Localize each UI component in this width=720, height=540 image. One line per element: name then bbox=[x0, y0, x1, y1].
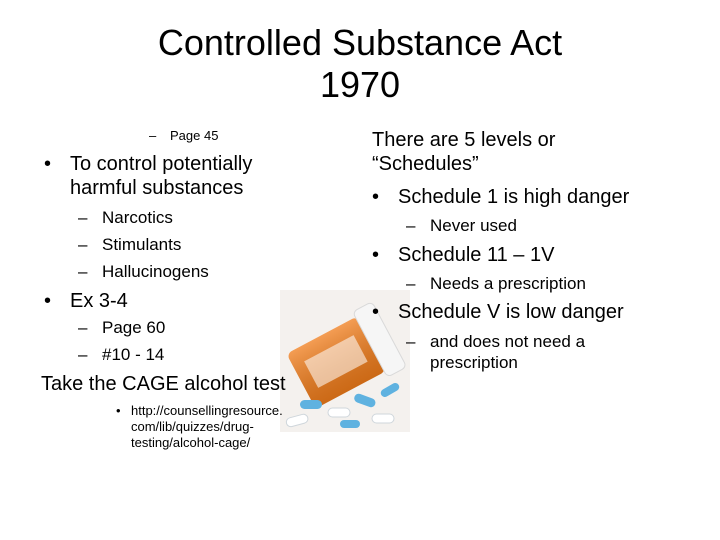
schedules-intro-line-1: There are 5 levels or bbox=[372, 129, 556, 151]
schedule-item-2-note: – Needs a prescription bbox=[406, 274, 586, 293]
schedule-item-3-note: – and does not need a prescription bbox=[406, 331, 686, 373]
schedule-item-3: • Schedule V is low danger bbox=[372, 301, 624, 323]
sub-item: Stimulants bbox=[102, 235, 182, 254]
sub-item: Hallucinogens bbox=[102, 262, 209, 281]
sub-item: Narcotics bbox=[102, 208, 173, 227]
title-line-1: Controlled Substance Act bbox=[157, 22, 563, 63]
bullet-dot: • bbox=[44, 290, 52, 312]
cage-url-line-2[interactable]: com/lib/quizzes/drug- bbox=[131, 419, 254, 434]
schedule-item-1: • Schedule 1 is high danger bbox=[372, 186, 630, 208]
cage-test-text: Take the CAGE alcohol test bbox=[41, 373, 286, 395]
bullet-dot: • bbox=[372, 244, 380, 266]
bullet-dot: • bbox=[44, 153, 52, 175]
bullet-dot: • bbox=[372, 186, 380, 208]
sub-item: #10 - 14 bbox=[102, 345, 165, 364]
schedules-intro-line-2: “Schedules” bbox=[372, 153, 479, 175]
slide-title bbox=[0, 22, 720, 106]
bullet-exercise: • Ex 3-4 bbox=[44, 290, 128, 312]
bullet-control-line-1: To control potentially bbox=[70, 153, 253, 175]
cage-url[interactable] bbox=[116, 403, 346, 451]
bullet-dot: • bbox=[116, 403, 121, 418]
cage-url-line-3[interactable]: testing/alcohol-cage/ bbox=[131, 435, 251, 450]
title-line-2: 1970 bbox=[319, 64, 401, 105]
schedule-item-1-note: – Never used bbox=[406, 216, 517, 235]
sublist-substances: – Narcotics – Stimulants – Hallucinogens bbox=[78, 208, 209, 281]
cage-url-line-1[interactable]: http://counsellingresource. bbox=[131, 403, 283, 418]
schedule-item-3-note-line-2: prescription bbox=[430, 353, 518, 372]
schedules-intro bbox=[372, 128, 702, 176]
bullet-control-line-2: harmful substances bbox=[70, 177, 244, 199]
schedule-item-3-note-line-1: and does not need a bbox=[430, 332, 586, 351]
bullet-dot: • bbox=[372, 301, 380, 323]
schedule-item-2: • Schedule 11 – 1V bbox=[372, 244, 555, 266]
sub-item: Page 60 bbox=[102, 318, 166, 337]
page-ref: – Page 45 bbox=[149, 128, 219, 143]
bullet-control bbox=[44, 152, 324, 200]
sublist-exercise: – Page 60 – #10 - 14 bbox=[78, 318, 166, 364]
